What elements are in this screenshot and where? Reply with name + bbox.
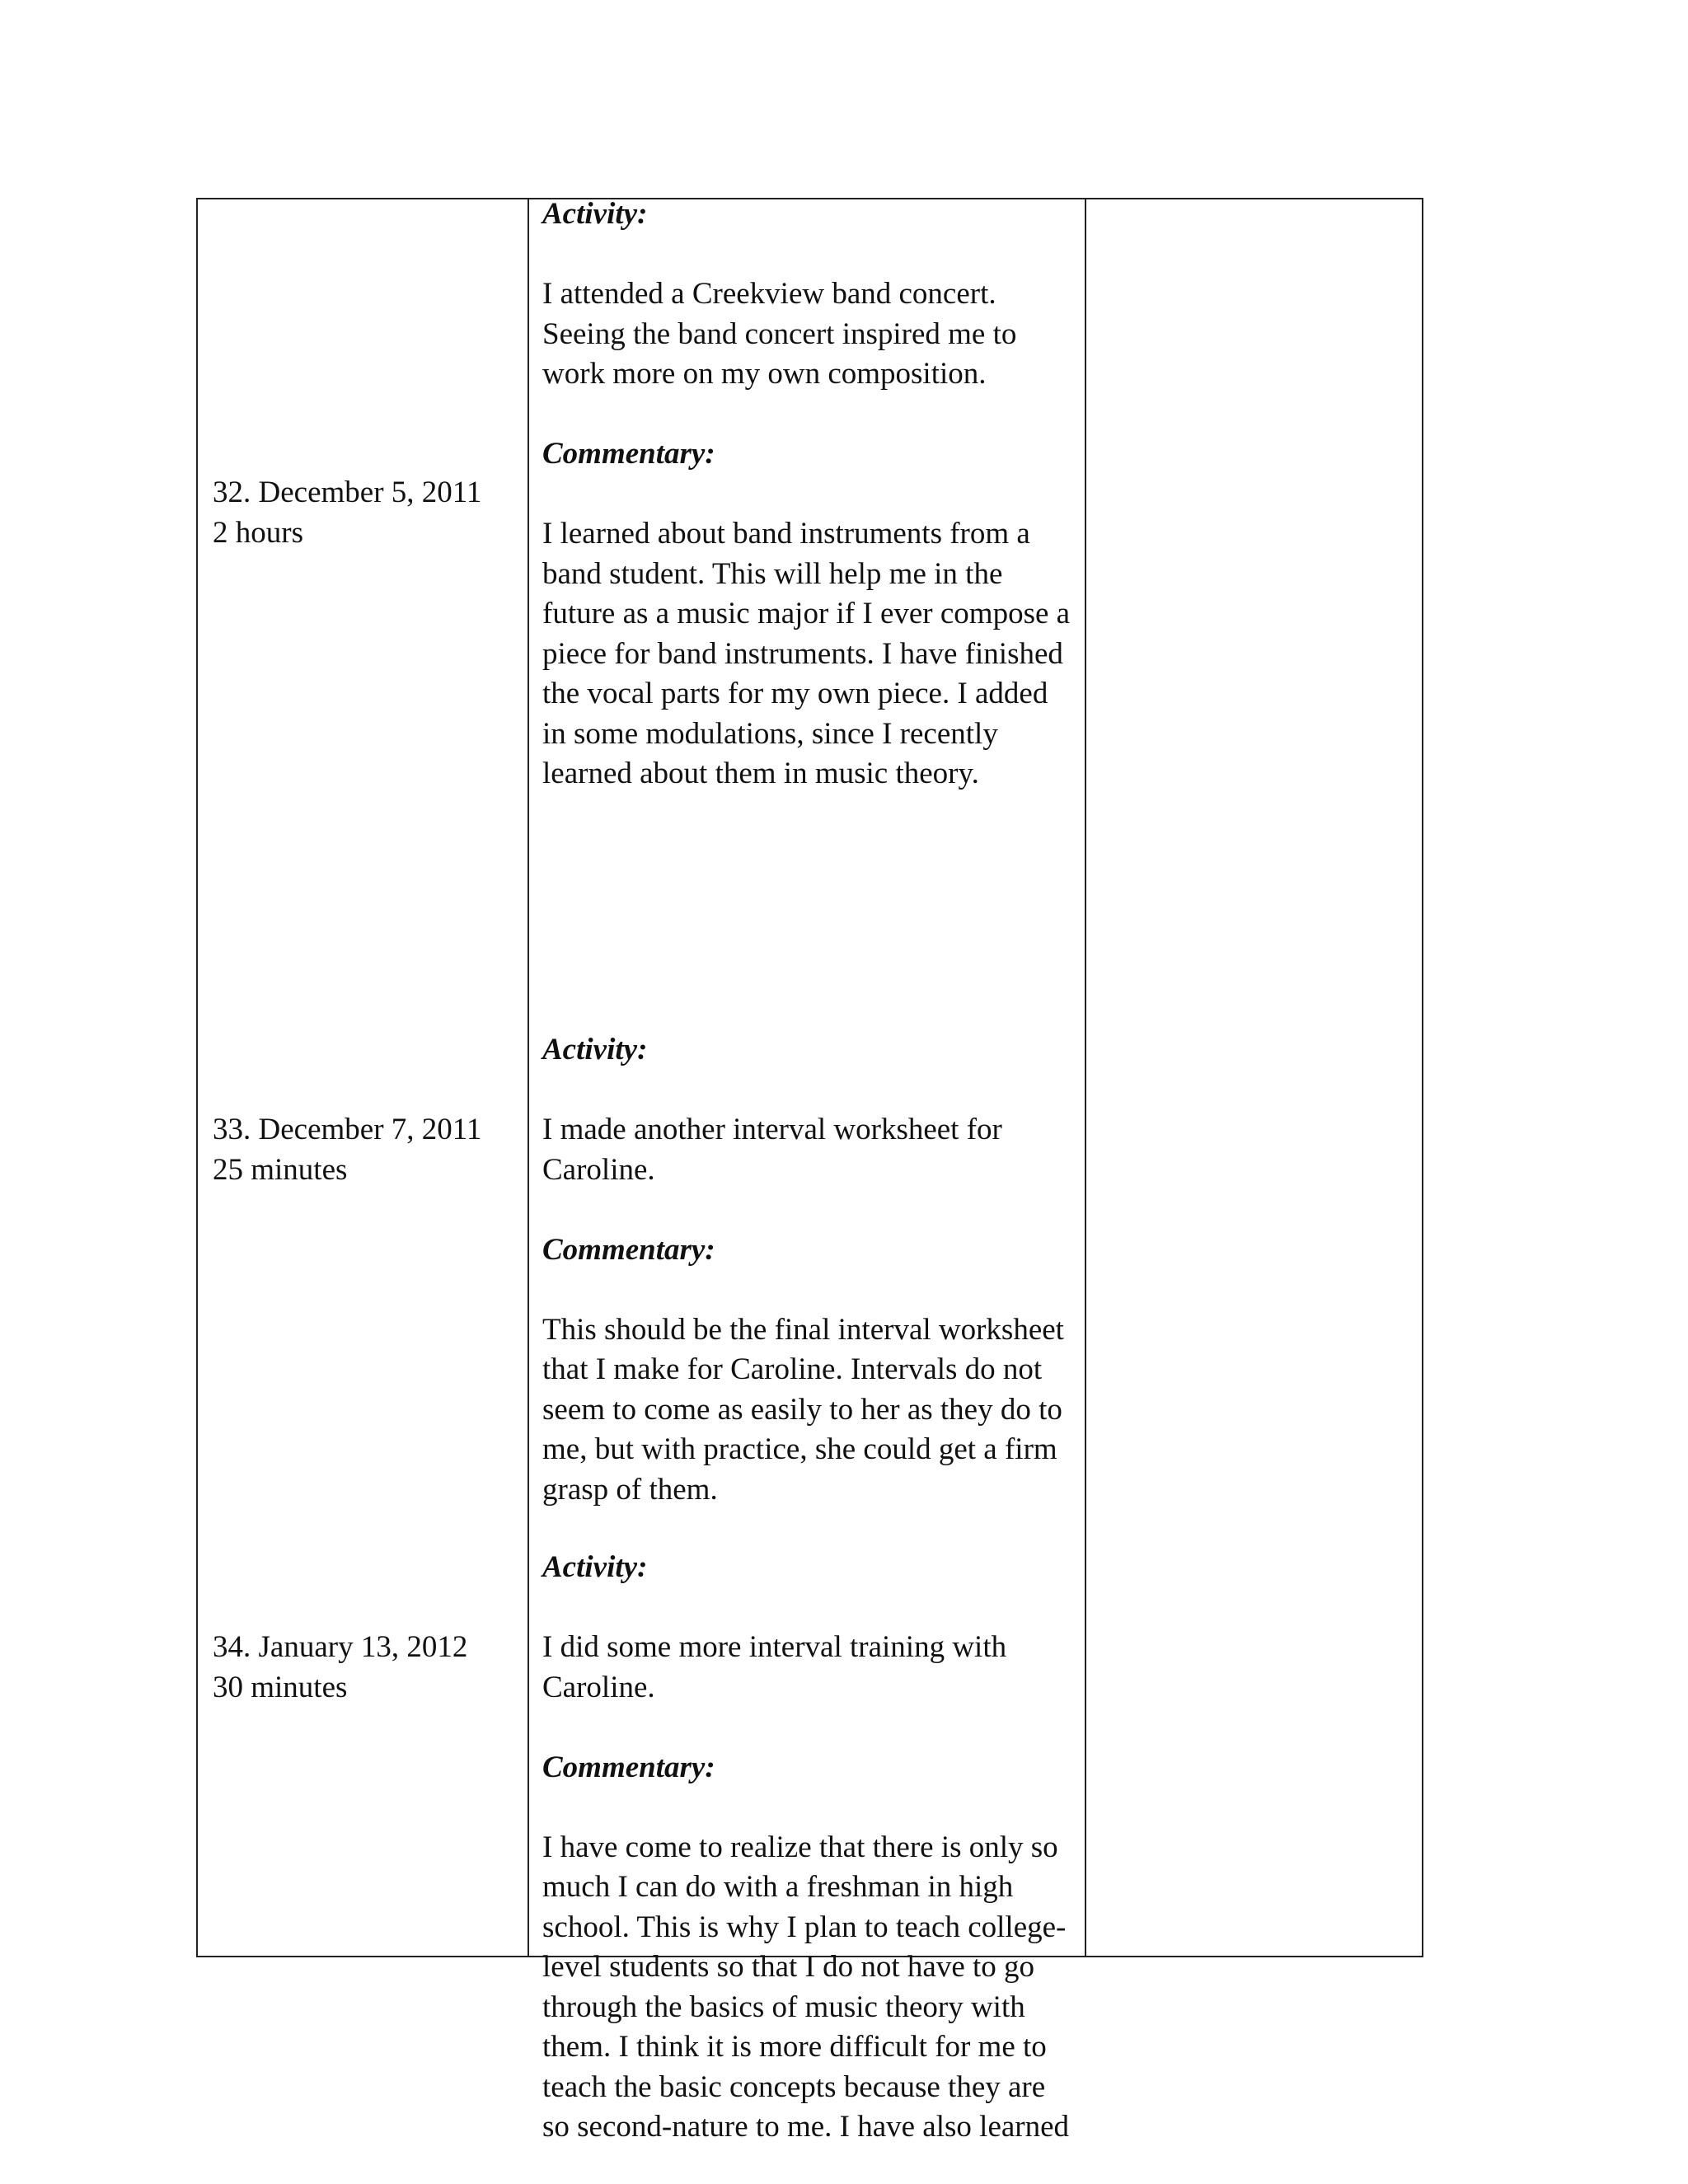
commentary-line: piece for band instruments. I have finished [542,636,1063,671]
column-divider-activity [1085,199,1086,1956]
activity-heading: Activity: [542,197,648,231]
entry-activity-cell [542,1548,1070,2148]
activity-line: I made another interval worksheet for [542,1113,1002,1146]
entry-duration: 2 hours [213,515,303,550]
commentary-line: This should be the final interval worksheet [542,1312,1064,1347]
activity-line: I did some more interval training with [542,1630,1007,1664]
activity-line: work more on my own composition. [542,357,987,391]
commentary-line: through the basics of music theory with [542,1990,1025,2024]
activity-log-table [196,197,1423,2144]
entry-date: 33. December 7, 2011 [213,1113,482,1146]
entry-activity-cell [542,194,1070,794]
entry-date-cell [213,1628,467,1708]
entry-duration: 30 minutes [213,1670,348,1704]
entry-date-cell [213,1110,481,1190]
entry-duration: 25 minutes [213,1152,348,1187]
commentary-line: I learned about band instruments from a [542,517,1030,551]
commentary-line: school. This is why I plan to teach college- [542,1910,1067,1944]
entry-date-cell [213,473,481,553]
activity-line: Seeing the band concert inspired me to [542,316,1017,351]
commentary-line: level students so that I do not have to go [542,1950,1035,1984]
commentary-line: learned about them in music theory. [542,757,979,790]
commentary-line: much I can do with a freshman in high [542,1870,1014,1904]
commentary-line: band student. This will help me in the [542,556,1003,591]
commentary-line: the vocal parts for my own piece. I added [542,677,1048,710]
commentary-heading: Commentary: [542,437,715,471]
entry-date: 32. December 5, 2011 [213,476,482,509]
commentary-line: teach the basic concepts because they are [542,2069,1046,2104]
activity-line: I attended a Creekview band concert. [542,277,996,311]
activity-line: Caroline. [542,1152,655,1187]
commentary-line: so second-nature to me. I have also learned [542,2110,1070,2144]
activity-heading: Activity: [542,1550,648,1584]
entry-date: 34. January 13, 2012 [213,1630,468,1664]
commentary-line: in some modulations, since I recently [542,716,998,751]
entry-activity-cell [542,1030,1070,1510]
commentary-line: I have come to realize that there is only so [542,1830,1058,1864]
column-divider-date [528,199,529,1956]
commentary-line: seem to come as easily to her as they do to [542,1392,1062,1427]
commentary-line: future as a music major if I ever compose a [542,597,1071,630]
commentary-line: that I make for Caroline. Intervals do not [542,1352,1043,1386]
commentary-heading: Commentary: [542,1750,715,1784]
activity-line: Caroline. [542,1670,655,1704]
commentary-line: me, but with practice, she could get a firm [542,1432,1057,1466]
commentary-line: them. I think it is more difficult for me to [542,2030,1047,2064]
commentary-heading: Commentary: [542,1232,715,1267]
commentary-line: grasp of them. [542,1472,718,1507]
activity-heading: Activity: [542,1033,648,1066]
